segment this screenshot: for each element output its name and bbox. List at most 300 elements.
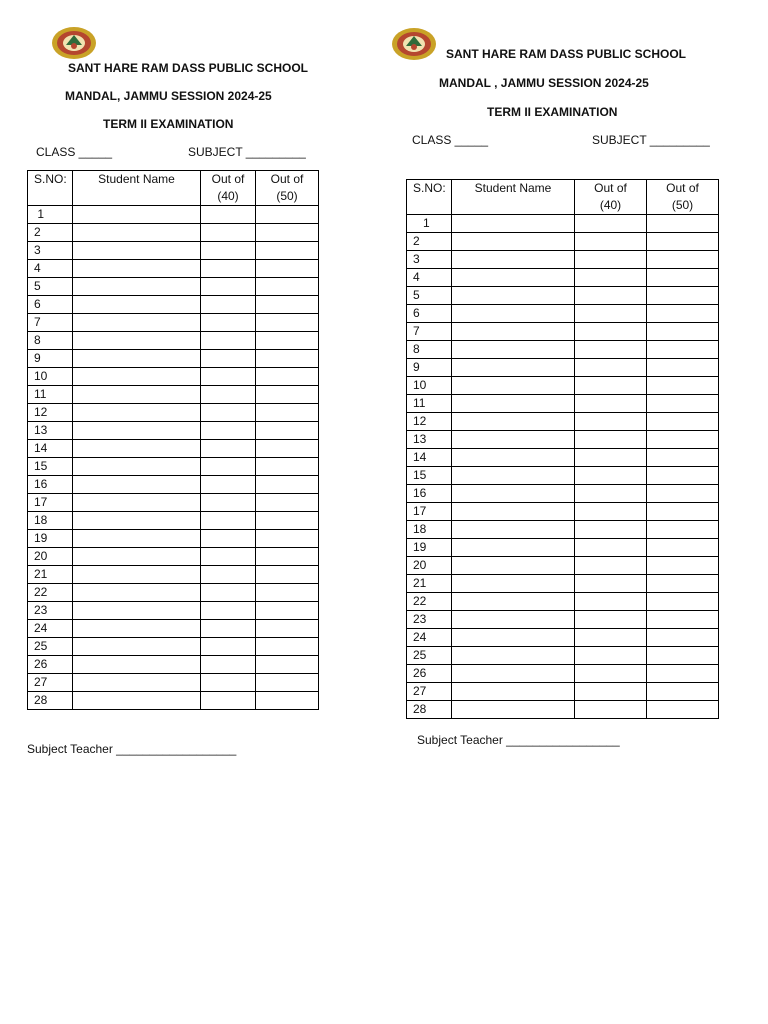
marks-out-of-40-cell	[201, 602, 256, 620]
school-name: SANT HARE RAM DASS PUBLIC SCHOOL	[446, 47, 687, 61]
row-number: 6	[28, 296, 73, 314]
row-number: 16	[28, 476, 73, 494]
marks-out-of-50-cell	[647, 557, 719, 575]
header-line: (40)	[599, 198, 622, 212]
table-row	[407, 449, 719, 467]
table-row	[407, 701, 719, 719]
row-number: 19	[407, 539, 452, 557]
marks-out-of-50-cell	[647, 593, 719, 611]
row-number: 25	[28, 638, 73, 656]
marks-out-of-40-cell	[575, 251, 647, 269]
marks-out-of-50-cell	[256, 548, 319, 566]
marks-out-of-40-cell	[201, 530, 256, 548]
column-header-student-name: Student Name	[452, 180, 575, 215]
row-number: 22	[28, 584, 73, 602]
student-name-cell	[452, 629, 575, 647]
marks-out-of-50-cell	[647, 251, 719, 269]
row-number: 24	[407, 629, 452, 647]
table-row	[28, 692, 319, 710]
marks-out-of-40-cell	[575, 467, 647, 485]
school-crest-icon	[51, 26, 97, 60]
header-line: (50)	[671, 198, 694, 212]
row-number: 21	[407, 575, 452, 593]
marks-out-of-40-cell	[201, 440, 256, 458]
header-line: Out of	[666, 181, 699, 195]
marks-out-of-40-cell	[201, 296, 256, 314]
row-number: 8	[28, 332, 73, 350]
student-name-cell	[73, 638, 201, 656]
student-name-cell	[452, 233, 575, 251]
marks-out-of-40-cell	[201, 476, 256, 494]
student-name-cell	[452, 359, 575, 377]
column-header-out-of-50	[256, 171, 319, 206]
student-name-cell	[73, 584, 201, 602]
column-header-sno: S.NO:	[28, 171, 73, 206]
student-name-cell	[73, 278, 201, 296]
student-name-cell	[452, 215, 575, 233]
student-name-cell	[452, 701, 575, 719]
row-number: 2	[407, 233, 452, 251]
row-number: 14	[28, 440, 73, 458]
marks-out-of-40-cell	[201, 674, 256, 692]
row-number: 13	[407, 431, 452, 449]
class-field: CLASS _____	[36, 145, 113, 159]
header-line: (50)	[276, 189, 298, 203]
marks-out-of-50-cell	[256, 602, 319, 620]
table-row	[407, 395, 719, 413]
subject-teacher-signature: Subject Teacher __________________	[27, 742, 237, 756]
marks-out-of-50-cell	[647, 629, 719, 647]
marks-out-of-40-cell	[575, 539, 647, 557]
row-number: 9	[407, 359, 452, 377]
table-row	[407, 233, 719, 251]
table-row	[407, 575, 719, 593]
student-name-cell	[452, 377, 575, 395]
marks-out-of-50-cell	[647, 287, 719, 305]
marks-out-of-40-cell	[575, 485, 647, 503]
student-name-cell	[73, 566, 201, 584]
marks-out-of-40-cell	[201, 692, 256, 710]
row-number: 10	[407, 377, 452, 395]
marks-out-of-50-cell	[647, 683, 719, 701]
student-name-cell	[452, 413, 575, 431]
marks-out-of-40-cell	[575, 359, 647, 377]
row-number: 7	[407, 323, 452, 341]
row-number: 21	[28, 566, 73, 584]
table-row	[407, 287, 719, 305]
student-name-cell	[452, 683, 575, 701]
table-row	[28, 368, 319, 386]
marks-out-of-40-cell	[575, 413, 647, 431]
marks-out-of-40-cell	[201, 638, 256, 656]
row-number: 18	[28, 512, 73, 530]
table-row	[28, 530, 319, 548]
marks-out-of-40-cell	[575, 665, 647, 683]
marks-out-of-40-cell	[575, 647, 647, 665]
table-row	[407, 503, 719, 521]
header-row	[407, 180, 719, 215]
column-header-sno: S.NO:	[407, 180, 452, 215]
table-row	[407, 665, 719, 683]
marks-out-of-50-cell	[647, 611, 719, 629]
column-header-out-of-40	[575, 180, 647, 215]
column-header-out-of-50	[647, 180, 719, 215]
marks-out-of-50-cell	[256, 242, 319, 260]
table-row	[28, 332, 319, 350]
row-number: 28	[407, 701, 452, 719]
student-name-cell	[452, 323, 575, 341]
marks-out-of-50-cell	[647, 359, 719, 377]
table-row	[28, 260, 319, 278]
row-number: 16	[407, 485, 452, 503]
table-row	[28, 602, 319, 620]
table-row	[28, 674, 319, 692]
marks-out-of-50-cell	[647, 341, 719, 359]
header-line: (40)	[217, 189, 239, 203]
location-session: MANDAL, JAMMU SESSION 2024-25	[65, 89, 272, 103]
table-row	[407, 539, 719, 557]
student-name-cell	[73, 512, 201, 530]
table-row	[407, 359, 719, 377]
marks-out-of-50-cell	[256, 350, 319, 368]
student-name-cell	[452, 287, 575, 305]
table-row	[407, 485, 719, 503]
table-row	[407, 413, 719, 431]
row-number: 17	[407, 503, 452, 521]
row-number: 5	[407, 287, 452, 305]
marks-out-of-50-cell	[256, 224, 319, 242]
table-row	[407, 611, 719, 629]
table-row	[28, 350, 319, 368]
table-row	[407, 431, 719, 449]
table-row	[407, 521, 719, 539]
student-name-cell	[452, 485, 575, 503]
marks-out-of-40-cell	[201, 548, 256, 566]
subject-field: SUBJECT _________	[188, 145, 306, 159]
student-name-cell	[73, 548, 201, 566]
exam-sheet-right	[384, 0, 768, 1024]
student-name-cell	[73, 332, 201, 350]
marks-out-of-40-cell	[575, 215, 647, 233]
marks-out-of-40-cell	[575, 503, 647, 521]
marks-out-of-50-cell	[647, 269, 719, 287]
student-name-cell	[452, 503, 575, 521]
marks-out-of-50-cell	[256, 476, 319, 494]
marks-out-of-50-cell	[256, 692, 319, 710]
student-name-cell	[73, 260, 201, 278]
table-row	[407, 629, 719, 647]
marks-out-of-50-cell	[256, 620, 319, 638]
table-row	[28, 206, 319, 224]
marks-out-of-40-cell	[575, 611, 647, 629]
table-row	[407, 323, 719, 341]
row-number: 23	[28, 602, 73, 620]
marks-out-of-50-cell	[647, 413, 719, 431]
marks-out-of-50-cell	[647, 449, 719, 467]
marks-out-of-50-cell	[256, 494, 319, 512]
marks-out-of-40-cell	[201, 494, 256, 512]
marks-out-of-50-cell	[256, 332, 319, 350]
marks-table	[27, 170, 319, 710]
student-name-cell	[73, 224, 201, 242]
class-field: CLASS _____	[412, 133, 489, 147]
marks-out-of-50-cell	[256, 422, 319, 440]
marks-out-of-40-cell	[575, 683, 647, 701]
student-name-cell	[452, 557, 575, 575]
table-row	[407, 467, 719, 485]
student-name-cell	[73, 314, 201, 332]
table-row	[28, 512, 319, 530]
subject-teacher-signature: Subject Teacher _________________	[417, 733, 620, 747]
table-row	[28, 278, 319, 296]
marks-out-of-40-cell	[201, 314, 256, 332]
student-name-cell	[452, 521, 575, 539]
marks-out-of-40-cell	[201, 458, 256, 476]
table-row	[407, 305, 719, 323]
table-row	[407, 647, 719, 665]
table-row	[28, 404, 319, 422]
marks-out-of-40-cell	[201, 332, 256, 350]
table-row	[28, 584, 319, 602]
student-name-cell	[452, 665, 575, 683]
marks-out-of-50-cell	[647, 323, 719, 341]
student-name-cell	[73, 476, 201, 494]
marks-out-of-50-cell	[256, 584, 319, 602]
table-row	[407, 593, 719, 611]
exam-title: TERM II EXAMINATION	[487, 105, 618, 119]
marks-out-of-40-cell	[201, 260, 256, 278]
marks-out-of-40-cell	[201, 242, 256, 260]
student-name-cell	[452, 647, 575, 665]
table-row	[407, 377, 719, 395]
marks-table	[406, 179, 719, 719]
marks-out-of-40-cell	[201, 422, 256, 440]
marks-out-of-50-cell	[647, 647, 719, 665]
table-row	[28, 458, 319, 476]
table-row	[407, 683, 719, 701]
marks-out-of-50-cell	[647, 431, 719, 449]
table-row	[28, 548, 319, 566]
table-row	[28, 386, 319, 404]
student-name-cell	[452, 269, 575, 287]
marks-out-of-50-cell	[256, 458, 319, 476]
row-number: 15	[407, 467, 452, 485]
table-row	[407, 341, 719, 359]
exam-title: TERM II EXAMINATION	[103, 117, 234, 131]
marks-out-of-50-cell	[647, 575, 719, 593]
school-crest-icon	[391, 27, 437, 61]
row-number: 5	[28, 278, 73, 296]
marks-out-of-40-cell	[575, 701, 647, 719]
table-row	[28, 566, 319, 584]
marks-out-of-50-cell	[647, 701, 719, 719]
student-name-cell	[452, 449, 575, 467]
marks-out-of-40-cell	[201, 278, 256, 296]
student-name-cell	[73, 494, 201, 512]
marks-out-of-40-cell	[575, 629, 647, 647]
marks-out-of-50-cell	[647, 305, 719, 323]
student-name-cell	[452, 341, 575, 359]
marks-out-of-40-cell	[201, 566, 256, 584]
student-name-cell	[73, 206, 201, 224]
marks-out-of-50-cell	[256, 260, 319, 278]
student-name-cell	[73, 458, 201, 476]
marks-out-of-50-cell	[647, 665, 719, 683]
row-number: 27	[28, 674, 73, 692]
marks-out-of-40-cell	[201, 584, 256, 602]
table-row	[28, 656, 319, 674]
student-name-cell	[73, 242, 201, 260]
table-row	[28, 476, 319, 494]
row-number: 19	[28, 530, 73, 548]
table-row	[28, 620, 319, 638]
student-name-cell	[73, 368, 201, 386]
marks-out-of-50-cell	[256, 530, 319, 548]
marks-out-of-50-cell	[256, 314, 319, 332]
student-name-cell	[73, 530, 201, 548]
row-number: 3	[28, 242, 73, 260]
row-number: 15	[28, 458, 73, 476]
student-name-cell	[452, 251, 575, 269]
row-number: 18	[407, 521, 452, 539]
row-number: 22	[407, 593, 452, 611]
marks-out-of-50-cell	[647, 233, 719, 251]
student-name-cell	[452, 593, 575, 611]
student-name-cell	[73, 296, 201, 314]
student-name-cell	[73, 692, 201, 710]
marks-out-of-50-cell	[647, 215, 719, 233]
table-row	[407, 251, 719, 269]
marks-out-of-50-cell	[647, 503, 719, 521]
marks-out-of-50-cell	[647, 377, 719, 395]
marks-out-of-50-cell	[256, 278, 319, 296]
marks-out-of-50-cell	[256, 674, 319, 692]
row-number: 23	[407, 611, 452, 629]
marks-out-of-40-cell	[201, 350, 256, 368]
student-name-cell	[452, 431, 575, 449]
marks-out-of-50-cell	[256, 296, 319, 314]
marks-out-of-50-cell	[256, 404, 319, 422]
header-line: Out of	[211, 172, 245, 186]
row-number: 11	[407, 395, 452, 413]
school-name: SANT HARE RAM DASS PUBLIC SCHOOL	[68, 61, 309, 75]
table-row	[407, 215, 719, 233]
marks-out-of-40-cell	[575, 377, 647, 395]
row-number: 1	[407, 215, 452, 233]
marks-out-of-40-cell	[575, 233, 647, 251]
marks-out-of-50-cell	[647, 485, 719, 503]
row-number: 24	[28, 620, 73, 638]
row-number: 6	[407, 305, 452, 323]
marks-out-of-40-cell	[575, 395, 647, 413]
row-number: 10	[28, 368, 73, 386]
row-number: 4	[407, 269, 452, 287]
table-row	[28, 494, 319, 512]
marks-out-of-50-cell	[256, 512, 319, 530]
row-number: 13	[28, 422, 73, 440]
marks-out-of-40-cell	[575, 575, 647, 593]
marks-out-of-40-cell	[575, 593, 647, 611]
row-number: 8	[407, 341, 452, 359]
location-session: MANDAL , JAMMU SESSION 2024-25	[439, 76, 649, 90]
student-name-cell	[452, 611, 575, 629]
student-name-cell	[73, 674, 201, 692]
marks-out-of-40-cell	[201, 656, 256, 674]
table-row	[407, 269, 719, 287]
marks-out-of-40-cell	[575, 431, 647, 449]
marks-out-of-50-cell	[256, 566, 319, 584]
table-row	[28, 440, 319, 458]
marks-out-of-50-cell	[256, 656, 319, 674]
header-line: Out of	[270, 172, 304, 186]
marks-out-of-50-cell	[647, 521, 719, 539]
subject-field: SUBJECT _________	[592, 133, 710, 147]
table-row	[28, 422, 319, 440]
row-number: 4	[28, 260, 73, 278]
column-header-student-name: Student Name	[73, 171, 201, 206]
marks-out-of-40-cell	[201, 206, 256, 224]
marks-out-of-40-cell	[201, 404, 256, 422]
marks-out-of-50-cell	[256, 368, 319, 386]
marks-out-of-40-cell	[201, 224, 256, 242]
marks-out-of-40-cell	[575, 287, 647, 305]
student-name-cell	[73, 350, 201, 368]
table-row	[28, 242, 319, 260]
marks-out-of-50-cell	[256, 440, 319, 458]
marks-out-of-50-cell	[647, 395, 719, 413]
student-name-cell	[452, 575, 575, 593]
student-name-cell	[73, 440, 201, 458]
header-row	[28, 171, 319, 206]
marks-out-of-40-cell	[201, 620, 256, 638]
student-name-cell	[452, 305, 575, 323]
row-number: 20	[28, 548, 73, 566]
marks-out-of-40-cell	[575, 323, 647, 341]
marks-out-of-40-cell	[575, 269, 647, 287]
marks-out-of-40-cell	[575, 557, 647, 575]
marks-out-of-50-cell	[647, 539, 719, 557]
student-name-cell	[73, 620, 201, 638]
row-number: 1	[28, 206, 73, 224]
table-row	[28, 296, 319, 314]
row-number: 28	[28, 692, 73, 710]
row-number: 26	[28, 656, 73, 674]
student-name-cell	[73, 422, 201, 440]
row-number: 7	[28, 314, 73, 332]
marks-out-of-40-cell	[575, 449, 647, 467]
marks-out-of-40-cell	[201, 386, 256, 404]
table-row	[28, 314, 319, 332]
marks-out-of-40-cell	[575, 341, 647, 359]
row-number: 20	[407, 557, 452, 575]
marks-out-of-50-cell	[256, 386, 319, 404]
marks-out-of-50-cell	[256, 206, 319, 224]
student-name-cell	[73, 656, 201, 674]
student-name-cell	[452, 539, 575, 557]
row-number: 17	[28, 494, 73, 512]
student-name-cell	[73, 404, 201, 422]
row-number: 11	[28, 386, 73, 404]
marks-out-of-40-cell	[575, 521, 647, 539]
row-number: 2	[28, 224, 73, 242]
marks-out-of-40-cell	[201, 368, 256, 386]
student-name-cell	[73, 602, 201, 620]
student-name-cell	[452, 395, 575, 413]
row-number: 27	[407, 683, 452, 701]
table-row	[28, 638, 319, 656]
student-name-cell	[73, 386, 201, 404]
marks-out-of-50-cell	[647, 467, 719, 485]
